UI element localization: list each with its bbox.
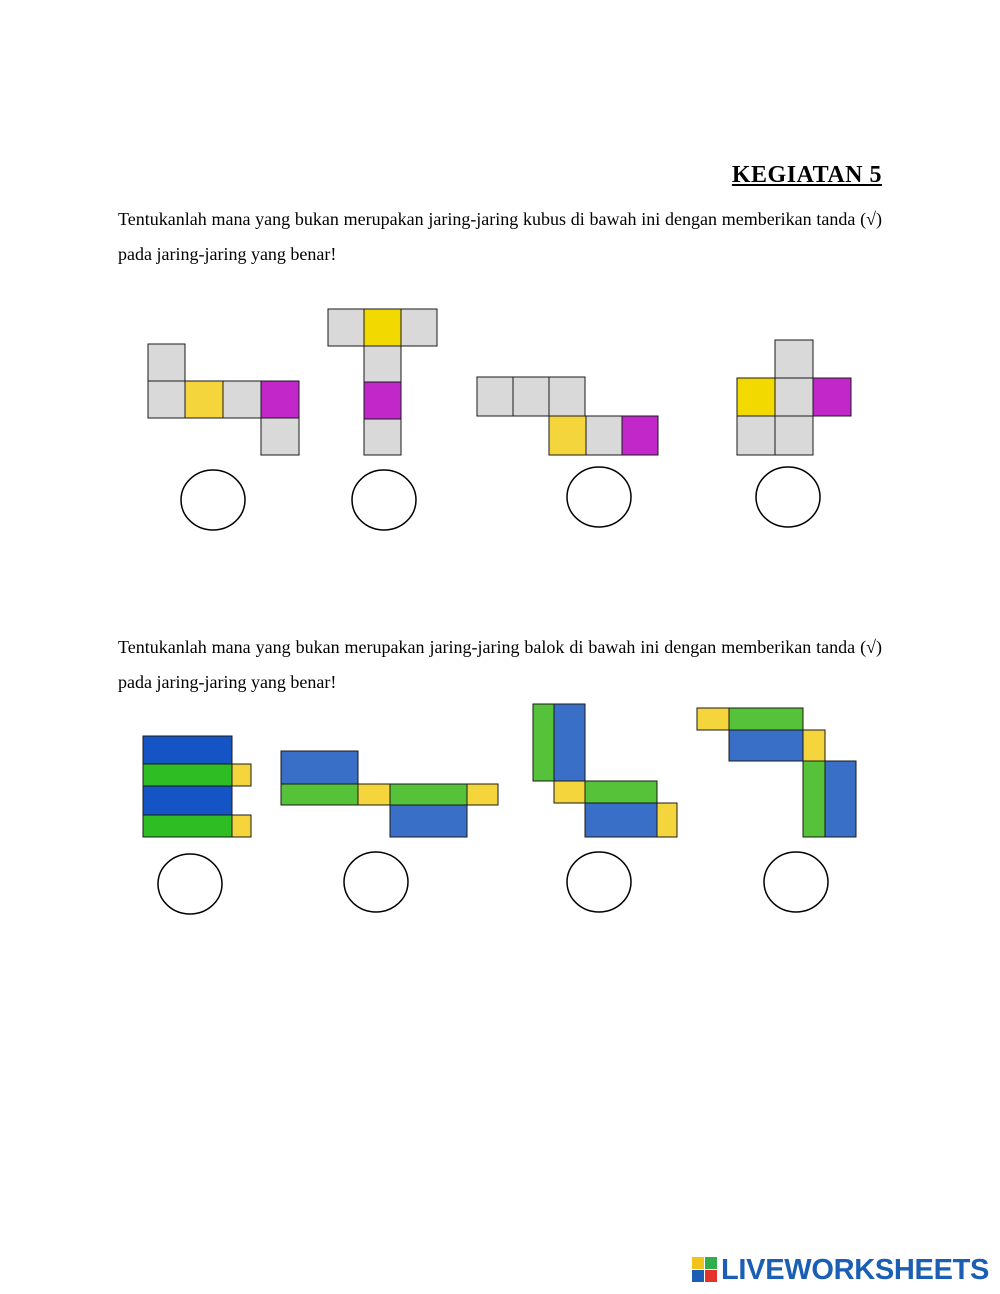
cube-net-3-face (513, 377, 549, 416)
prism-net-2-face (390, 805, 467, 837)
logo-blocks-icon (692, 1257, 718, 1283)
answer-circle-prism-4[interactable] (764, 852, 828, 912)
answer-circle-cube-2[interactable] (352, 470, 416, 530)
prism-net-2-face (358, 784, 390, 805)
cube-net-2-face (364, 382, 401, 419)
prism-net-3 (533, 704, 677, 837)
prism-net-1 (143, 736, 251, 837)
cube-net-4-face (813, 378, 851, 416)
cube-net-2-face (328, 309, 364, 346)
prism-net-4-face (803, 761, 825, 837)
cube-net-2-face (364, 309, 401, 346)
answer-circle-prism-2[interactable] (344, 852, 408, 912)
cube-net-1-face (185, 381, 223, 418)
prism-net-2-face (281, 751, 358, 784)
cube-net-4-face (737, 378, 775, 416)
prism-net-2-face (467, 784, 498, 805)
cube-net-2-face (364, 346, 401, 382)
cube-net-3-face (586, 416, 622, 455)
cube-net-3-face (549, 377, 585, 416)
prism-net-4-face (729, 730, 803, 761)
cube-net-3 (477, 377, 658, 455)
cube-net-4-face (775, 340, 813, 378)
liveworksheets-logo (692, 1252, 989, 1288)
answer-circle-cube-3[interactable] (567, 467, 631, 527)
page-title: KEGIATAN 5 (731, 162, 882, 188)
answer-circle-prism-3[interactable] (567, 852, 631, 912)
answer-circle-cube-4[interactable] (756, 467, 820, 527)
prism-net-3-face (585, 781, 657, 803)
cube-net-2 (328, 309, 437, 455)
cube-net-1-face (261, 381, 299, 418)
instruction-prism-nets: Tentukanlah mana yang bukan merupakan jaring-jaring balok di bawah ini dengan memberikan tanda (√) pada jaring-jaring yang benar! (118, 637, 882, 692)
cube-net-4-face (737, 416, 775, 455)
prism-net-4-face (697, 708, 729, 730)
cube-net-4-face (775, 416, 813, 455)
cube-net-3-face (549, 416, 586, 455)
cube-net-2-face (364, 419, 401, 455)
cube-net-1-face (148, 381, 185, 418)
prism-net-3-face (533, 704, 554, 781)
prism-net-3-face (554, 781, 585, 803)
prism-net-3-face (585, 803, 657, 837)
cube-net-3-face (622, 416, 658, 455)
answer-circle-prism-1[interactable] (158, 854, 222, 914)
cube-net-1-face (148, 344, 185, 381)
cube-net-1-face (223, 381, 261, 418)
prism-net-4-face (803, 730, 825, 761)
cube-net-3-face (477, 377, 513, 416)
prism-net-1-face (143, 815, 232, 837)
prism-net-4-face (825, 761, 856, 837)
prism-net-1-face (232, 815, 251, 837)
prism-net-3-face (657, 803, 677, 837)
prism-net-2-face (281, 784, 358, 805)
prism-net-4-face (729, 708, 803, 730)
prism-net-1-face (143, 736, 232, 764)
cube-net-1 (148, 344, 299, 455)
cube-net-4-face (775, 378, 813, 416)
prism-net-4 (697, 708, 856, 837)
instruction-cube-nets: Tentukanlah mana yang bukan merupakan jaring-jaring kubus di bawah ini dengan memberikan tanda (√) pada jaring-jaring yang benar! (118, 209, 882, 264)
prism-net-1-face (232, 764, 251, 786)
prism-net-3-face (554, 704, 585, 781)
prism-net-1-face (143, 764, 232, 786)
cube-net-2-face (401, 309, 437, 346)
cube-net-1-face (261, 418, 299, 455)
answer-circle-cube-1[interactable] (181, 470, 245, 530)
prism-net-2 (281, 751, 498, 837)
prism-net-2-face (390, 784, 467, 805)
cube-net-4 (737, 340, 851, 455)
prism-net-1-face (143, 786, 232, 815)
logo-text: LIVEWORKSHEETS (721, 1253, 990, 1286)
